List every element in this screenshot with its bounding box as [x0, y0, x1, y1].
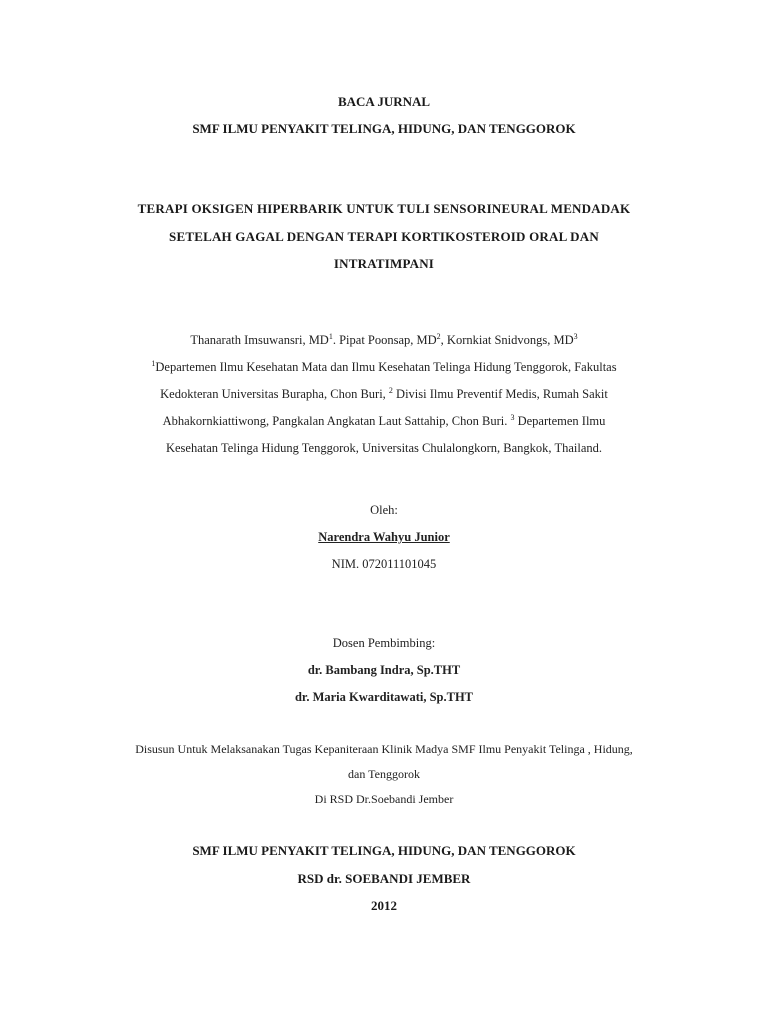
- affiliation-1-superscript: 1: [151, 358, 156, 368]
- affiliation-3-text-b: Departemen Ilmu: [514, 414, 606, 428]
- affiliation-line-4: Kesehatan Telinga Hidung Tenggorok, Universitas Chulalongkorn, Bangkok, Thailand.: [165, 441, 603, 455]
- title-line-3: INTRATIMPANI: [333, 256, 435, 271]
- affiliation-3-superscript: 3: [510, 412, 515, 422]
- author-1: Thanarath Imsuwansri, MD: [190, 333, 329, 347]
- footer-line-1: SMF ILMU PENYAKIT TELINGA, HIDUNG, DAN TENGGOROK: [192, 843, 576, 858]
- title-line-2: SETELAH GAGAL DENGAN TERAPI KORTIKOSTEROID ORAL DAN: [169, 229, 599, 244]
- author-3-superscript: 3: [573, 331, 578, 341]
- by-label: Oleh:: [370, 503, 398, 517]
- affiliation-line-3: [0, 414, 768, 429]
- purpose-line-1: Disusun Untuk Melaksanakan Tugas Kepaniteraan Klinik Madya SMF Ilmu Penyakit Telinga , Hidung,: [135, 742, 633, 756]
- affiliation-2-text-a: Kedokteran Universitas Burapha, Chon Buri,: [160, 387, 389, 401]
- student-nim: NIM. 072011101045: [331, 557, 437, 571]
- footer-line-2: RSD dr. SOEBANDI JEMBER: [297, 871, 471, 886]
- affiliation-line-1: [0, 360, 768, 375]
- header-line-1: BACA JURNAL: [337, 94, 431, 109]
- affiliation-2-superscript: 2: [388, 385, 393, 395]
- purpose-line-3: Di RSD Dr.Soebandi Jember: [314, 792, 454, 806]
- author-2: . Pipat Poonsap, MD: [332, 333, 437, 347]
- supervisor-1: dr. Bambang Indra, Sp.THT: [307, 663, 461, 677]
- student-name: Narendra Wahyu Junior: [318, 530, 450, 544]
- supervisor-label: Dosen Pembimbing:: [332, 636, 436, 650]
- title-line-1: TERAPI OKSIGEN HIPERBARIK UNTUK TULI SENSORINEURAL MENDADAK: [137, 201, 631, 216]
- affiliation-2-text-b: Divisi Ilmu Preventif Medis, Rumah Sakit: [392, 387, 608, 401]
- affiliation-line-2: [0, 387, 768, 402]
- footer-year: 2012: [371, 898, 397, 913]
- supervisor-2: dr. Maria Kwarditawati, Sp.THT: [294, 690, 474, 704]
- affiliation-3-text-a: Abhakornkiattiwong, Pangkalan Angkatan Laut Sattahip, Chon Buri.: [162, 414, 511, 428]
- authors-line: [0, 333, 768, 348]
- affiliation-1-text: Departemen Ilmu Kesehatan Mata dan Ilmu Kesehatan Telinga Hidung Tenggorok, Fakultas: [155, 360, 617, 374]
- author-3: , Kornkiat Snidvongs, MD: [440, 333, 574, 347]
- purpose-line-2: dan Tenggorok: [348, 767, 420, 781]
- header-line-2: SMF ILMU PENYAKIT TELINGA, HIDUNG, DAN TENGGOROK: [192, 121, 576, 136]
- author-1-superscript: 1: [328, 331, 333, 341]
- author-2-superscript: 2: [436, 331, 441, 341]
